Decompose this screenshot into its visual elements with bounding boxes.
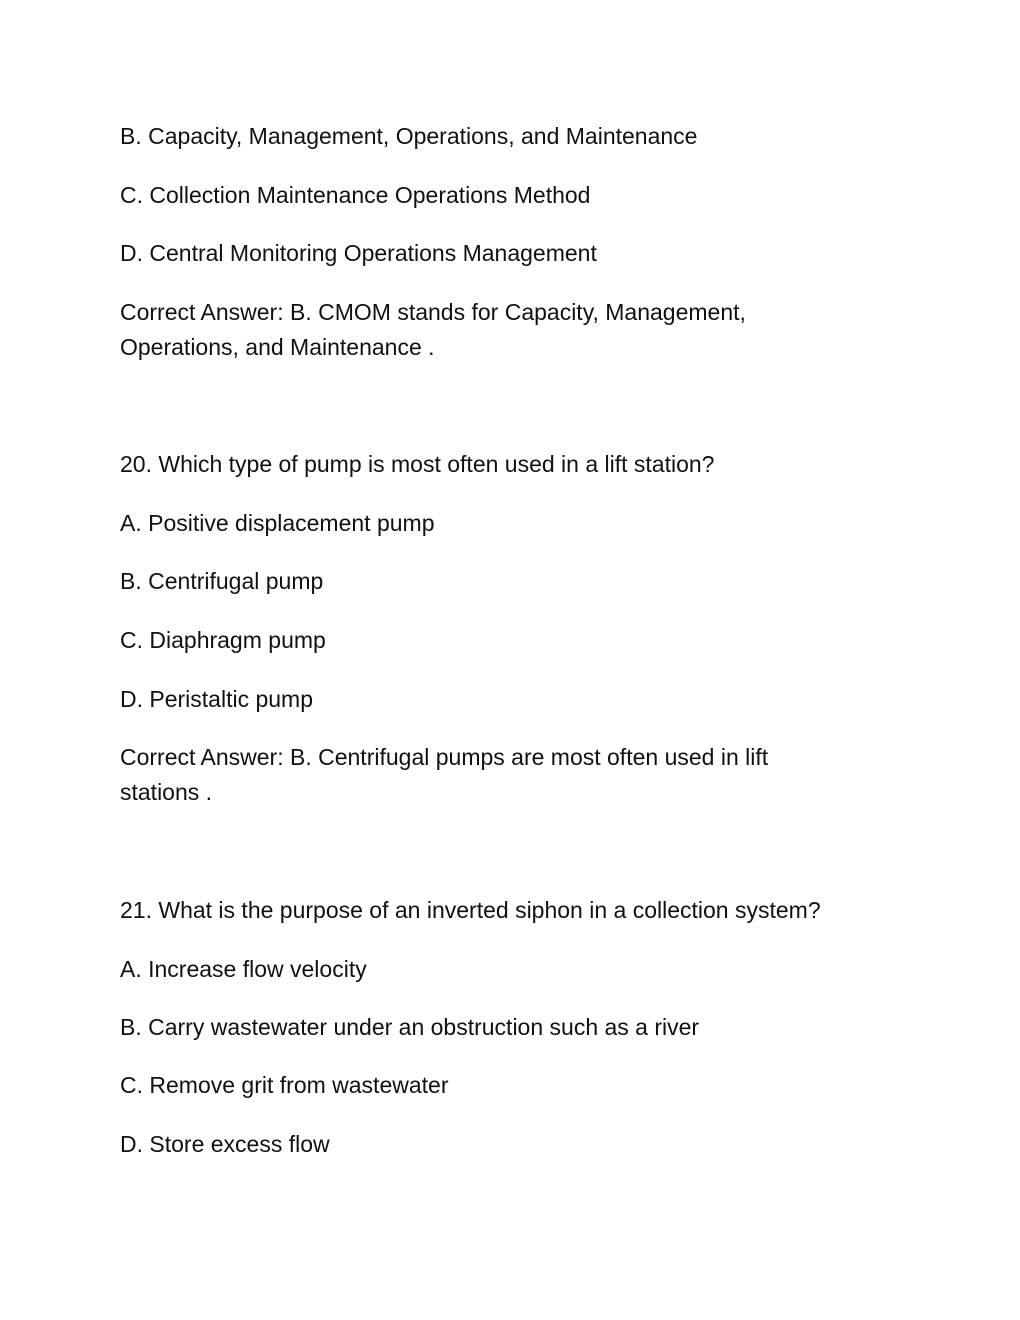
q21-option-c: C. Remove grit from wastewater (120, 1072, 449, 1098)
q19-option-b: B. Capacity, Management, Operations, and Maintenance (120, 123, 698, 149)
q21-option-d: D. Store excess flow (120, 1131, 330, 1157)
q19-answer-line-2: Operations, and Maintenance . (120, 334, 435, 360)
q20-question: 20. Which type of pump is most often used in a lift station? (120, 451, 715, 477)
q20-answer-line-2: stations . (120, 779, 213, 805)
q19-answer-line-1: Correct Answer: B. CMOM stands for Capacity, Management, (120, 299, 746, 325)
q19-option-c: C. Collection Maintenance Operations Method (120, 182, 591, 208)
q20-option-b: B. Centrifugal pump (120, 568, 324, 594)
q20-option-c: C. Diaphragm pump (120, 627, 326, 653)
q21-option-a: A. Increase flow velocity (120, 956, 367, 982)
q20-answer-line-1: Correct Answer: B. Centrifugal pumps are most often used in lift (120, 744, 769, 770)
q20-option-d: D. Peristaltic pump (120, 686, 314, 712)
q19-option-d: D. Central Monitoring Operations Management (120, 240, 597, 266)
q20-option-a: A. Positive displacement pump (120, 510, 435, 536)
q21-question: 21. What is the purpose of an inverted siphon in a collection system? (120, 897, 821, 923)
q21-option-b: B. Carry wastewater under an obstruction such as a river (120, 1014, 700, 1040)
